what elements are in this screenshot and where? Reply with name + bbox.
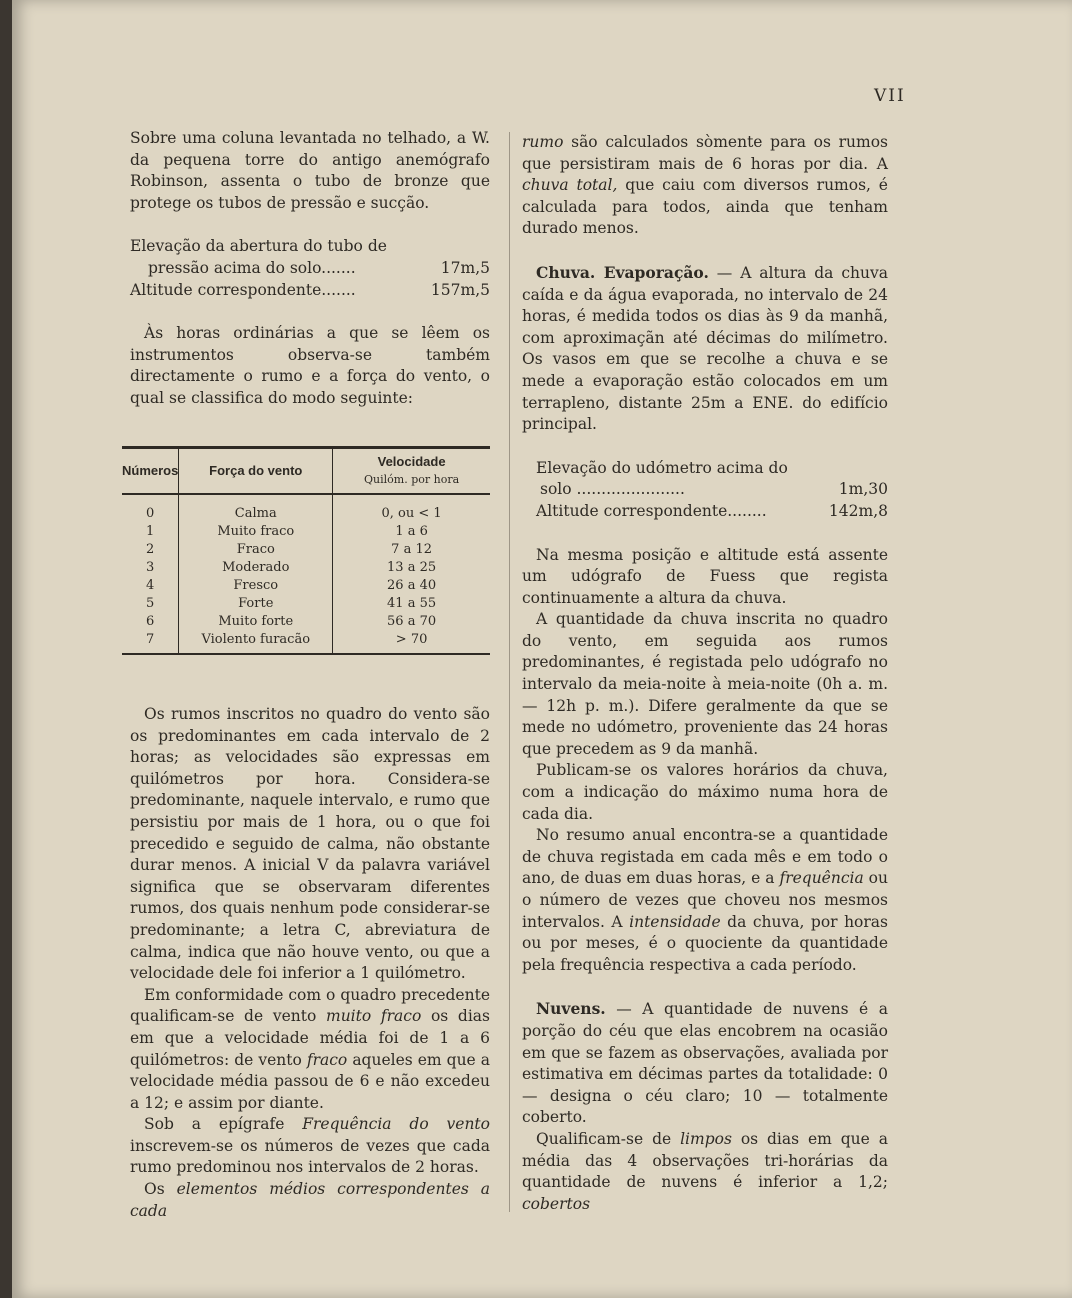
elevation-value: 17m,5: [440, 258, 490, 277]
paragraph-conformidade: Em conformidade com o quadro precedente qualificam-se de vento muito fraco os dias em que a velocidade média foi de 1 a 6 quilómetros: de vento fraco aqueles em que a velocidade média passou de 6 e não excedeu a 12; e assim por diante.: [130, 985, 491, 1112]
paragraph-udografo: Na mesma posição e altitude está assente um udógrafo de Fuess que regista continuamente a altura da chuva.: [522, 545, 888, 607]
table-header-row: [122, 448, 490, 495]
elevation-label-line2: pressão acima do solo.......: [148, 258, 356, 277]
header-numeros: Números: [122, 448, 179, 495]
udometer-elevation-block: [522, 458, 888, 523]
left-column: [130, 128, 490, 410]
altitude-label: Altitude correspondente.......: [130, 280, 356, 299]
wind-force-table: [122, 446, 490, 655]
udometer-altitude-label: Altitude correspondente........: [536, 501, 767, 520]
section-heading-nuvens: Nuvens.: [536, 999, 606, 1019]
udometer-label-line1: Elevação do udómetro acima do: [536, 458, 788, 477]
table-row: 1 Muito fraco 1 a 6: [122, 523, 490, 541]
table-row: 4 Fresco 26 a 40: [122, 577, 490, 595]
paragraph-resumo-anual: No resumo anual encontra-se a quantidade de chuva registada em cada mês e em todo o ano, de duas em duas horas, e a frequência ou o número de vezes que choveu nos mesmos intervalos. A intensidade da chuva, por horas ou por meses, é o quociente da quantidade pela frequência respectiva a cada período.: [522, 826, 888, 974]
document-page: [12, 0, 1072, 1298]
paragraph-anemometer: Sobre uma coluna levantada no telhado, a W. da pequena torre do antigo anemógrafo Robinson, assenta o tubo de bronze que protege os tubos de pressão e sucção.: [130, 129, 490, 212]
elevation-label-line1: Elevação da abertura do tubo de: [130, 237, 387, 256]
udometer-elevation-value: 1m,30: [838, 480, 888, 499]
paragraph-wind-classification: Às horas ordinárias a que se lêem os instrumentos observa-se também directamente o rumo e a força do vento, o qual se classifica do modo seguinte:: [130, 324, 490, 407]
header-velocidade-sub: Quilóm. por hora: [364, 473, 460, 486]
paragraph-rumos: Os rumos inscritos no quadro do vento são os predominantes em cada intervalo de 2 horas; as velocidades são expressas em quilómetros por hora. Considera-se predominante, naquele intervalo, e rumo que persistiu por mais de 1 hora, ou o que foi precedido e seguido de calma, não obstante durar menos. A inicial V da palavra variável significa que se observaram diferentes rumos, dos quais nenhum pode considerar-se predominante; a letra C, abreviatura de calma, indica que não houve vento, ou que a velocidade dele foi inferior a 1 quilómetro.: [130, 705, 490, 983]
paragraph-limpos: Qualificam-se de limpos os dias em que a média das 4 observações tri-horárias da quantidade de nuvens é inferior a 1,2; cobertos: [522, 1129, 888, 1213]
paragraph-rumo-continued: rumo são calculados sòmente para os rumos que persistiram mais de 6 horas por dia. A chuva total, que caiu com diversos rumos, é calculada para todos, ainda que tenham durado menos.: [522, 133, 888, 238]
page-number: VII: [874, 86, 906, 106]
paragraph-chuva: Chuva. Evaporação. — A altura da chuva caída e da água evaporada, no intervalo de 24 horas, é medida todos os dias às 9 da manhã, com aproximaçãn até décimas do milímetro. Os vasos em que se recolhe a chuva e se mede a evaporação estão colocados em um terrapleno, distante 25m a ENE. do edifício principal.: [522, 262, 888, 434]
altitude-value: 157m,5: [430, 280, 490, 299]
paragraph-quantidade-chuva: A quantidade da chuva inscrita no quadro do vento, em seguida aos rumos predominantes, é registada pelo udógrafo no intervalo da meia-noite à meia-noite (0h a. m. — 12h p. m.). Difere geralmente da que se mede no udómetro, proveniente das 24 horas que precedem as 9 da manhã.: [522, 610, 888, 758]
udometer-altitude-value: 142m,8: [828, 501, 888, 520]
table-row: 0 Calma 0, ou < 1: [122, 494, 490, 523]
table-row: 2 Fraco 7 a 12: [122, 541, 490, 559]
table-row: 3 Moderado 13 a 25: [122, 559, 490, 577]
paragraph-valores-horarios: Publicam-se os valores horários da chuva, com a indicação do máximo numa hora de cada dia.: [522, 761, 888, 823]
section-heading-chuva: Chuva. Evaporação.: [536, 262, 709, 282]
paragraph-elementos: Os elementos médios correspondentes a cada: [130, 1180, 490, 1220]
table-row: 6 Muito forte 56 a 70: [122, 613, 490, 631]
left-column-lower: [130, 704, 490, 1222]
udometer-label-line2: solo ......................: [540, 480, 685, 499]
elevation-block: [130, 236, 490, 301]
header-velocidade: Velocidade Quilóm. por hora: [333, 448, 490, 495]
paragraph-nuvens: Nuvens. — A quantidade de nuvens é a porção do céu que elas encobrem na ocasião em que se fazem as observações, avaliada por estimativa em décimas partes da totalidade: 0 — designa o céu claro; 10 — totalmente coberto.: [522, 999, 888, 1127]
right-column: [522, 132, 888, 1215]
table-row: 5 Forte 41 a 55: [122, 595, 490, 613]
table-row: 7 Violento furacão > 70: [122, 631, 490, 654]
paragraph-frequencia: Sob a epígrafe Frequência do vento inscrevem-se os números de vezes que cada rumo predominou nos intervalos de 2 horas.: [130, 1115, 490, 1177]
header-forca: Força do vento: [179, 448, 333, 495]
column-divider: [509, 132, 510, 1212]
